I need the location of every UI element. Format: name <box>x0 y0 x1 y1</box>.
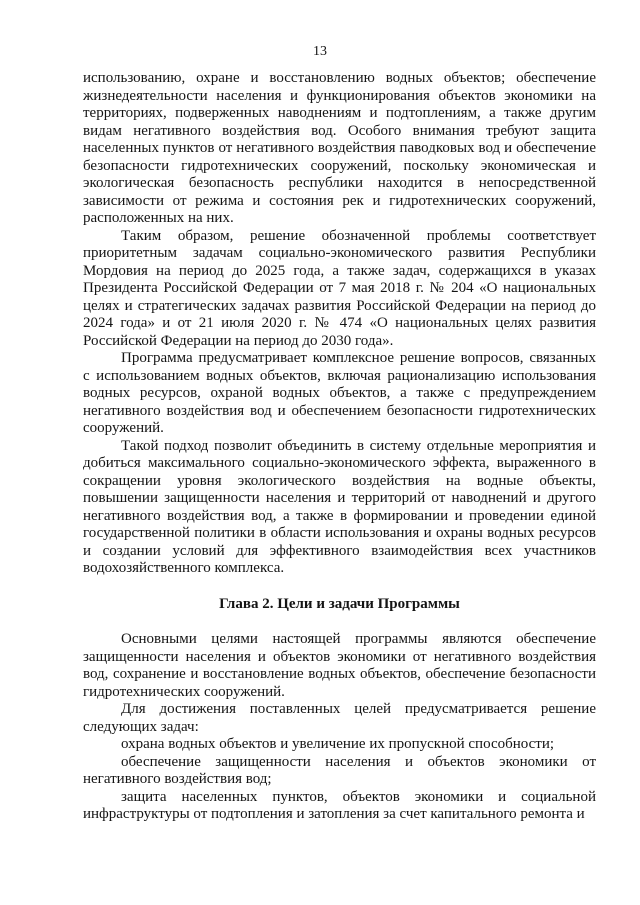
page-number: 13 <box>313 44 327 59</box>
task-item-settlement-protection: защита населенных пунктов, объектов экономики и социальной инфраструктуры от подтопления и затопления за счет капитального ремонта и <box>83 788 596 822</box>
chapter-heading: Глава 2. Цели и задачи Программы <box>219 595 460 612</box>
body-text <box>83 70 596 824</box>
task-item-water-protection: охрана водных объектов и увеличение их пропускной способности; <box>121 736 555 752</box>
paragraph-goals: Основными целями настоящей программы являются обеспечение защищенности населения и объектов экономики от негативного воздействия вод, сохранение и восстановление водных объектов, обеспечение безопасности гидротехнических сооружений. <box>83 631 596 700</box>
paragraph-approach: Такой подход позволит объединить в систему отдельные мероприятия и добиться максимального социально-экономического эффекта, выраженного в сокращении уровня экологического воздействия на водные объекты, повышении защищенности населения и территорий от наводнений и другого негативного воздействия вод, а также в формировании и проведении единой государственной политики в области использования и охраны водных ресурсов и создании условий для эффективного взаимодействия всех участников водохозяйственного комплекса. <box>83 437 596 576</box>
paragraph-continuation: использованию, охране и восстановлению водных объектов; обеспечение жизнедеятельности населения и функционирования объектов экономики на территориях, подверженных наводнениям и подтоплениям, а также другим видам негативного воздействия вод. Особого внимания требуют защита населенных пунктов от негативного воздействия паводковых вод и обеспечение безопасности гидротехнических сооружений, поскольку экономическая и экологическая безопасность республики находится в непосредственной зависимости от режима и состояния рек и гидротехнических сооружений, расположенных на них. <box>83 70 596 226</box>
paragraph-program-solution: Программа предусматривает комплексное решение вопросов, связанных с использованием водных объектов, включая рационализацию использования водных ресурсов, охраной водных объектов, а также с предупреждением негативного воздействия вод и обеспечением безопасности гидротехнических сооружений. <box>83 350 596 436</box>
paragraph-tasks-intro: Для достижения поставленных целей предусматривается решение следующих задач: <box>83 701 596 735</box>
paragraph-priority-tasks: Таким образом, решение обозначенной проблемы соответствует приоритетным задачам социально-экономического развития Республики Мордовия на период до 2025 года, а также задач, содержащихся в указах Президента Российской Федерации от 7 мая 2018 г. № 204 «О национальных целях и стратегических задачах развития Российской Федерации на период до 2024 года» и от 21 июля 2020 г. № 474 «О национальных целях развития Российской Федерации на период до 2030 года». <box>83 227 596 349</box>
task-item-population-safety: обеспечение защищенности населения и объектов экономики от негативного воздействия вод; <box>83 753 596 787</box>
